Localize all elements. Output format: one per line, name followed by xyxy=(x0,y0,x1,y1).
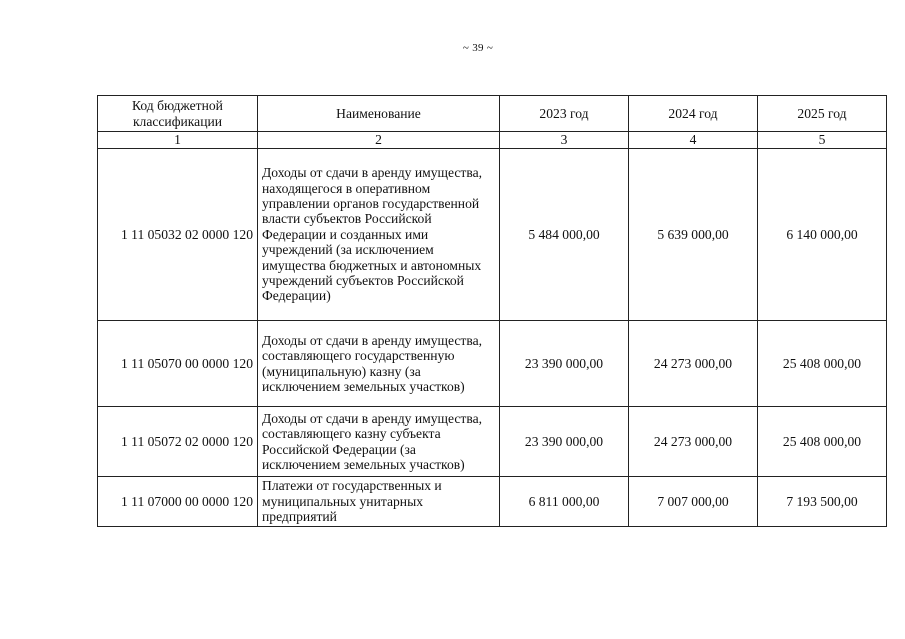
item-name-cell: Доходы от сдачи в аренду имущества, составляющего государственную (муниципальную) казну (за исключением земельных участков) xyxy=(258,321,500,407)
amount-2023-cell: 23 390 000,00 xyxy=(500,321,629,407)
amount-2025-cell: 25 408 000,00 xyxy=(758,407,887,477)
column-number: 3 xyxy=(500,132,629,149)
amount-2025-cell: 6 140 000,00 xyxy=(758,149,887,321)
budget-code-cell: 1 11 05032 02 0000 120 xyxy=(98,149,258,321)
amount-2025-cell: 7 193 500,00 xyxy=(758,477,887,527)
table-row xyxy=(98,407,887,477)
column-number: 1 xyxy=(98,132,258,149)
amount-2025-cell: 25 408 000,00 xyxy=(758,321,887,407)
item-name-cell: Доходы от сдачи в аренду имущества, составляющего казну субъекта Российской Федерации (за исключением земельных участков) xyxy=(258,407,500,477)
amount-2024-cell: 24 273 000,00 xyxy=(629,321,758,407)
amount-2023-cell: 5 484 000,00 xyxy=(500,149,629,321)
amount-2024-cell: 24 273 000,00 xyxy=(629,407,758,477)
item-name-cell: Доходы от сдачи в аренду имущества, находящегося в оперативном управлении органов государственной власти субъектов Российской Федерации и созданных ими учреждений (за исключением имущества бюджетных и автономных учреждений субъектов Российской Федерации) xyxy=(258,149,500,321)
amount-2024-cell: 7 007 000,00 xyxy=(629,477,758,527)
header-name: Наименование xyxy=(258,96,500,132)
column-number: 2 xyxy=(258,132,500,149)
column-number: 4 xyxy=(629,132,758,149)
header-2025: 2025 год xyxy=(758,96,887,132)
budget-table xyxy=(97,95,887,527)
budget-code-cell: 1 11 07000 00 0000 120 xyxy=(98,477,258,527)
header-2024: 2024 год xyxy=(629,96,758,132)
amount-2023-cell: 23 390 000,00 xyxy=(500,407,629,477)
column-number: 5 xyxy=(758,132,887,149)
header-2023: 2023 год xyxy=(500,96,629,132)
amount-2024-cell: 5 639 000,00 xyxy=(629,149,758,321)
table-row xyxy=(98,477,887,527)
header-code: Код бюджетной классификации xyxy=(98,96,258,132)
column-number-row xyxy=(98,132,887,149)
budget-code-cell: 1 11 05070 00 0000 120 xyxy=(98,321,258,407)
table-row xyxy=(98,149,887,321)
item-name-cell: Платежи от государственных и муниципальных унитарных предприятий xyxy=(258,477,500,527)
budget-code-cell: 1 11 05072 02 0000 120 xyxy=(98,407,258,477)
table-row xyxy=(98,321,887,407)
amount-2023-cell: 6 811 000,00 xyxy=(500,477,629,527)
page-number: ~ 39 ~ xyxy=(462,42,494,54)
header-row xyxy=(98,96,887,132)
